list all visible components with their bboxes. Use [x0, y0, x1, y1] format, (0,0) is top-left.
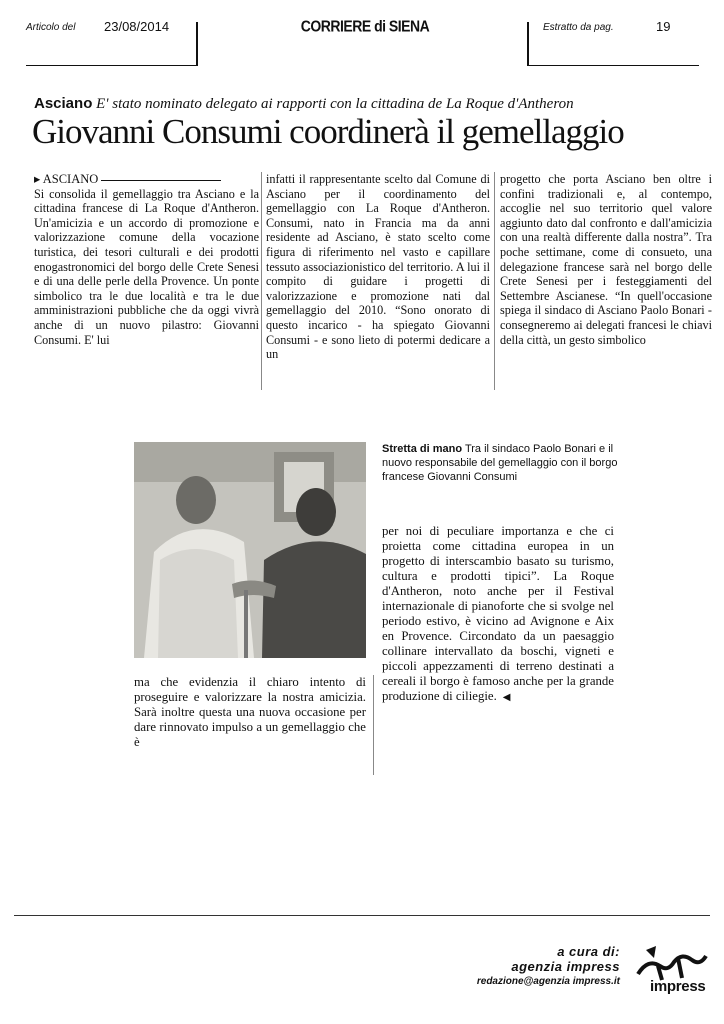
article-date-label: Articolo del: [26, 22, 76, 33]
newspaper-logo: CORRIERE di SIENA: [300, 16, 430, 36]
dateline: [34, 172, 259, 187]
header-rule-right: [527, 65, 699, 66]
article-column-1: [34, 172, 259, 347]
extract-page-label: Estratto da pag.: [543, 22, 614, 33]
kicker-place: Asciano: [34, 95, 93, 112]
header-divider-right: [527, 22, 529, 66]
clipping-header: [0, 0, 724, 70]
kicker-subtitle: E' stato nominato delegato ai rapporti con la cittadina de La Roque d'Antheron: [96, 96, 574, 112]
header-divider-left: [196, 22, 198, 66]
article-column-4: [382, 524, 614, 705]
column-rule: [494, 172, 495, 390]
end-of-article-icon: ◀: [502, 692, 511, 703]
article-headline: Giovanni Consumi coordinerà il gemellaggio: [32, 112, 624, 151]
article-kicker: [34, 95, 714, 113]
column-1-text: Si consolida il gemellaggio tra Asciano e la cittadina francese di La Roque d'Antheron. Un'amicizia e un accordo di promozione e valorizzazione comune della vocazione turistica, dei tesori culturali e dei prodotti enogastronomici del borgo delle Crete Senesi e di una delle perle della Provence. Un ponte simbolico tra le due località e tra le due amministrazioni pubbliche che da oggi vivrà anche di un nuovo pilastro: Giovanni Consumi. E' lui: [34, 186, 259, 347]
column-4-text: per noi di peculiare importanza e che ci proietta come cittadina europea in un progetto di interscambio basato su turismo, cultura e prodotti tipici”. La Roque d'Antheron, noto anche per il Festival internazionale di pianoforte che si svolge nel periodo estivo, è vicino ad Avignone e Aix en Provence. Circondato da un paesaggio collinare intervallato da boschi, vigneti e piccoli appezzamenti di terreno destinati a cereali il borgo è famoso anche per la grande produzione di ciliegie.: [382, 524, 614, 703]
dateline-rule: [101, 180, 221, 181]
caption-text: Tra il sindaco Paolo Bonari e il nuovo responsabile del gemellaggio con il borgo francese Giovanni Consumi: [382, 443, 618, 483]
credit-line-2: agenzia impress: [511, 959, 620, 974]
article-column-3: progetto che porta Asciano ben oltre i confini tradizionali e, al contempo, accoglie nel suo territorio quel valore aggiunto dato dal confronto e dall'amicizia con una realtà differente dalla nostra”. Tra poche settimane, come di consueto, una delegazione francese sarà nel borgo delle Crete Senesi per i festeggiamenti del Settembre Ascianese. “In quell'occasione spiega il sindaco di Asciano Paolo Bonari - consegneremo ai delegati francesi le chiavi della città, un gesto simbolico: [500, 172, 712, 347]
handshake-photo: [134, 442, 366, 658]
impress-wordmark: impress: [650, 978, 706, 995]
column-rule: [373, 675, 374, 775]
footer-rule: [14, 915, 710, 916]
article-column-2: infatti il rappresentante scelto dal Comune di Asciano per il coordinamento del gemellaggio con La Roque d'Antheron. Consumi, nato in Francia ma da anni residente ad Asciano, è stato scelto come figura di riferimento nel vasto e capillare tessuto associazionistico del territorio. A lui il compito di guidare i progetti di valorizzazione e promozione nati dal gemellaggio del 2010. “Sono onorato di questo incarico - ha spiegato Giovanni Consumi - e sono lieto di potermi dedicare a un: [266, 172, 490, 362]
agency-credit: [477, 944, 620, 987]
column-rule: [261, 172, 262, 390]
article-column-5: ma che evidenzia il chiaro intento di proseguire e valorizzare la nostra amicizia. Sarà inoltre questa una nuova occasione per dare rinnovato impulso a un gemellaggio che è: [134, 675, 366, 749]
credit-email: redazione@agenzia impress.it: [476, 976, 620, 987]
caption-title: Stretta di mano: [382, 443, 463, 455]
article-date: 23/08/2014: [104, 19, 170, 34]
header-rule-left: [26, 65, 198, 66]
page-number: 19: [656, 19, 671, 34]
dateline-arrow-icon: ▸: [34, 172, 41, 186]
credit-line-1: a cura di:: [557, 944, 620, 959]
photo-caption: [382, 442, 622, 484]
photo-image: [134, 442, 366, 658]
dateline-text: ASCIANO: [42, 172, 99, 186]
